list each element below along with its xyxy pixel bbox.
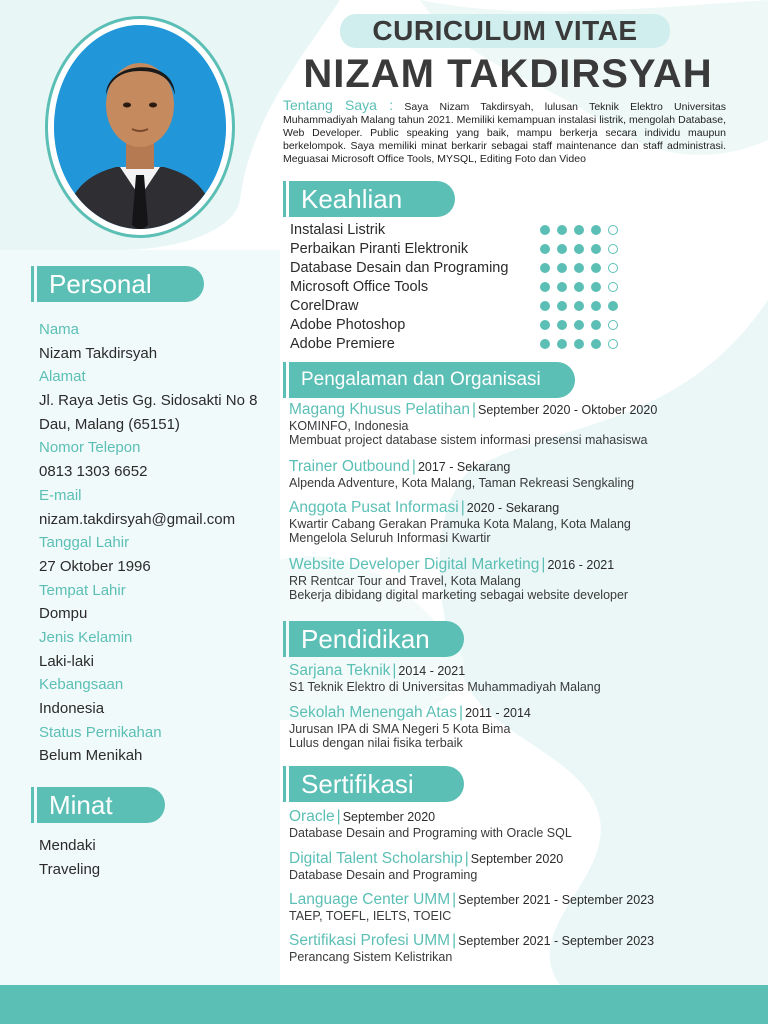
rating-dot-filled	[540, 263, 550, 273]
rating-dot-filled	[557, 244, 567, 254]
rating-dot-filled	[540, 244, 550, 254]
profile-photo-frame	[45, 16, 235, 238]
rating-dot-filled	[574, 320, 584, 330]
rating-dot-filled	[557, 225, 567, 235]
skill-rating	[540, 282, 618, 292]
rating-dot-filled	[591, 282, 601, 292]
education-entry: Sekolah Menengah Atas | 2011 - 2014 Jurusan IPA di SMA Negeri 5 Kota Bima Lulus dengan nilai fisika terbaik	[289, 704, 749, 750]
rating-dot-filled	[591, 225, 601, 235]
skill-name: Adobe Photoshop	[290, 317, 406, 334]
rating-dot-filled	[591, 244, 601, 254]
field-value-status: Belum Menikah	[39, 747, 143, 765]
experience-entry: Trainer Outbound | 2017 - Sekarang Alpenda Adventure, Kota Malang, Taman Rekreasi Sengkaling	[289, 458, 749, 490]
rating-dot-filled	[557, 339, 567, 349]
about-label: Tentang Saya :	[283, 97, 394, 113]
entry-line: Jurusan IPA di SMA Negeri 5 Kota Bima	[289, 722, 511, 736]
entry-title: Sarjana Teknik	[289, 662, 391, 679]
rating-dot-empty	[608, 263, 618, 273]
rating-dot-empty	[608, 225, 618, 235]
field-label-status: Status Pernikahan	[39, 723, 162, 741]
entry-line: Database Desain and Programing with Oracle SQL	[289, 826, 572, 840]
skill-rating	[540, 320, 618, 330]
certificate-entry: Oracle | September 2020 Database Desain and Programing with Oracle SQL	[289, 808, 749, 840]
entry-line: TAEP, TOEFL, IELTS, TOEIC	[289, 909, 452, 923]
skill-rating	[540, 263, 618, 273]
experience-entry: Website Developer Digital Marketing | 2016 - 2021 RR Rentcar Tour and Travel, Kota Malang Bekerja dibidang digital marketing sebagai website developer	[289, 556, 749, 602]
entry-line: KOMINFO, Indonesia	[289, 419, 409, 433]
rating-dot-filled	[557, 263, 567, 273]
profile-photo	[54, 25, 226, 229]
skill-rating	[540, 339, 618, 349]
field-value-alamat-line2: Dau, Malang (65151)	[39, 415, 180, 433]
certificate-entry: Sertifikasi Profesi UMM | September 2021 - September 2023 Perancang Sistem Kelistrikan	[289, 932, 749, 964]
entry-date: September 2021 - September 2023	[458, 893, 655, 907]
skill-name: Perbaikan Piranti Elektronik	[290, 240, 469, 257]
rating-dot-filled	[591, 339, 601, 349]
rating-dot-filled	[574, 301, 584, 311]
pendidikan-heading: Pendidikan	[289, 621, 464, 657]
rating-dot-filled	[574, 339, 584, 349]
entry-title: Anggota Pusat Informasi	[289, 499, 459, 516]
field-value-kebangsaan: Indonesia	[39, 700, 105, 717]
about-text: Saya Nizam Takdirsyah, lulusan Teknik Elektro Universitas Muhammadiyah Malang tahun 2021. Memiliki kemampuan instalasi listrik, mengolah Database, Web Developer. Public speaking yang baik, mampu berkerja secara individu maupun berkelompok. Saya memiliki minat berkarir sebagai staff maintenance dan staff administrasi. Meguasai Microsoft Office Tools, MYSQL, Editing Foto dan Video	[283, 101, 726, 165]
entry-date: September 2021 - September 2023	[458, 934, 655, 948]
sertifikasi-heading: Sertifikasi	[289, 766, 464, 802]
entry-title: Language Center UMM	[289, 891, 451, 908]
entry-line: Perancang Sistem Kelistrikan	[289, 950, 453, 964]
skill-rating	[540, 301, 618, 311]
entry-line: RR Rentcar Tour and Travel, Kota Malang	[289, 574, 521, 588]
rating-dot-filled	[574, 282, 584, 292]
skill-name: Microsoft Office Tools	[290, 278, 429, 295]
cv-title: CURICULUM VITAE	[340, 14, 670, 48]
rating-dot-empty	[608, 282, 618, 292]
skill-row	[290, 315, 630, 334]
rating-dot-filled	[540, 339, 550, 349]
entry-line: S1 Teknik Elektro di Universitas Muhammadiyah Malang	[289, 680, 601, 694]
field-value-nama: Nizam Takdirsyah	[39, 344, 158, 362]
entry-line: Kwartir Cabang Gerakan Pramuka Kota Malang, Kota Malang	[289, 517, 631, 531]
entry-title: Website Developer Digital Marketing	[289, 556, 540, 573]
entry-title: Oracle	[289, 808, 335, 825]
entry-date: September 2020	[342, 810, 436, 824]
skill-rating	[540, 225, 618, 235]
field-label-telepon: Nomor Telepon	[39, 439, 141, 457]
rating-dot-filled	[574, 225, 584, 235]
entry-title: Magang Khusus Pelatihan	[289, 401, 470, 418]
entry-line: Mengelola Seluruh Informasi Kwartir	[289, 531, 491, 545]
skill-name: Adobe Premiere	[290, 336, 395, 353]
entry-line: Lulus dengan nilai fisika terbaik	[289, 736, 463, 750]
personal-details	[39, 318, 274, 768]
experience-entry: Anggota Pusat Informasi | 2020 - Sekarang Kwartir Cabang Gerakan Pramuka Kota Malang, Kota Malang Mengelola Seluruh Informasi Kwartir	[289, 499, 749, 545]
entry-date: 2020 - Sekarang	[466, 501, 560, 515]
entry-date: 2014 - 2021	[398, 664, 466, 678]
skills-list	[290, 220, 630, 354]
rating-dot-filled	[557, 301, 567, 311]
field-label-nama: Nama	[39, 321, 80, 338]
footer-bar	[0, 985, 768, 1024]
field-value-tanggal-lahir: 27 Oktober 1996	[39, 557, 151, 575]
minat-heading: Minat	[37, 787, 165, 823]
keahlian-heading: Keahlian	[289, 181, 455, 217]
rating-dot-empty	[608, 244, 618, 254]
field-label-alamat: Alamat	[39, 368, 86, 386]
entry-date: 2017 - Sekarang	[417, 460, 511, 474]
skill-row	[290, 335, 630, 354]
skill-name: Database Desain dan Programing	[290, 259, 509, 276]
entry-title: Digital Talent Scholarship	[289, 850, 463, 867]
rating-dot-filled	[540, 301, 550, 311]
skill-row	[290, 239, 630, 258]
rating-dot-filled	[574, 263, 584, 273]
rating-dot-filled	[540, 320, 550, 330]
rating-dot-filled	[591, 320, 601, 330]
experience-entry: Magang Khusus Pelatihan | September 2020 - Oktober 2020 KOMINFO, Indonesia Membuat project database sistem informasi presensi mahasiswa	[289, 401, 749, 447]
rating-dot-filled	[574, 244, 584, 254]
pengalaman-heading: Pengalaman dan Organisasi	[289, 362, 575, 398]
rating-dot-filled	[540, 282, 550, 292]
field-label-tanggal-lahir: Tanggal Lahir	[39, 534, 130, 552]
skill-rating	[540, 244, 618, 254]
skill-row	[290, 296, 630, 315]
field-value-telepon: 0813 1303 6652	[39, 463, 148, 481]
rating-dot-filled	[557, 282, 567, 292]
entry-title: Trainer Outbound	[289, 458, 410, 475]
field-label-tempat-lahir: Tempat Lahir	[39, 581, 126, 599]
entry-line: Bekerja dibidang digital marketing sebagai website developer	[289, 588, 629, 602]
field-value-tempat-lahir: Dompu	[39, 605, 88, 623]
rating-dot-filled	[608, 301, 618, 311]
rating-dot-empty	[608, 339, 618, 349]
skill-name: CorelDraw	[290, 297, 359, 314]
rating-dot-filled	[557, 320, 567, 330]
person-avatar-icon	[54, 25, 226, 229]
entry-date: 2016 - 2021	[547, 558, 615, 572]
skill-row	[290, 277, 630, 296]
rating-dot-empty	[608, 320, 618, 330]
full-name-heading: NIZAM TAKDIRSYAH	[303, 52, 713, 96]
rating-dot-filled	[591, 263, 601, 273]
entry-line: Database Desain and Programing	[289, 868, 478, 882]
entry-line: Alpenda Adventure, Kota Malang, Taman Rekreasi Sengkaling	[289, 476, 635, 490]
rating-dot-filled	[540, 225, 550, 235]
certificate-entry: Digital Talent Scholarship | September 2020 Database Desain and Programing	[289, 850, 749, 882]
entry-title: Sekolah Menengah Atas	[289, 704, 458, 721]
minat-list	[39, 834, 100, 882]
entry-date: September 2020	[470, 852, 564, 866]
entry-date: September 2020 - Oktober 2020	[478, 403, 658, 417]
personal-heading: Personal	[37, 266, 204, 302]
field-value-email: nizam.takdirsyah@gmail.com	[39, 510, 236, 528]
field-label-email: E-mail	[39, 486, 82, 504]
minat-item: Mendaki	[39, 837, 96, 854]
about-paragraph	[283, 99, 726, 166]
field-value-alamat: Jl. Raya Jetis Gg. Sidosakti No 8	[39, 392, 258, 410]
education-entry: Sarjana Teknik | 2014 - 2021 S1 Teknik Elektro di Universitas Muhammadiyah Malang	[289, 662, 749, 694]
skill-row	[290, 258, 630, 277]
entry-date: 2011 - 2014	[465, 706, 531, 720]
minat-item: Traveling	[39, 861, 101, 878]
field-value-jenis-kelamin: Laki-laki	[39, 652, 95, 670]
certificate-entry: Language Center UMM | September 2021 - September 2023 TAEP, TOEFL, IELTS, TOEIC	[289, 891, 749, 923]
field-label-jenis-kelamin: Jenis Kelamin	[39, 628, 133, 646]
skill-row	[290, 220, 630, 239]
rating-dot-filled	[591, 301, 601, 311]
entry-title: Sertifikasi Profesi UMM	[289, 932, 451, 949]
entry-line: Membuat project database sistem informasi presensi mahasiswa	[289, 433, 648, 447]
skill-name: Instalasi Listrik	[290, 221, 386, 238]
field-label-kebangsaan: Kebangsaan	[39, 676, 124, 694]
